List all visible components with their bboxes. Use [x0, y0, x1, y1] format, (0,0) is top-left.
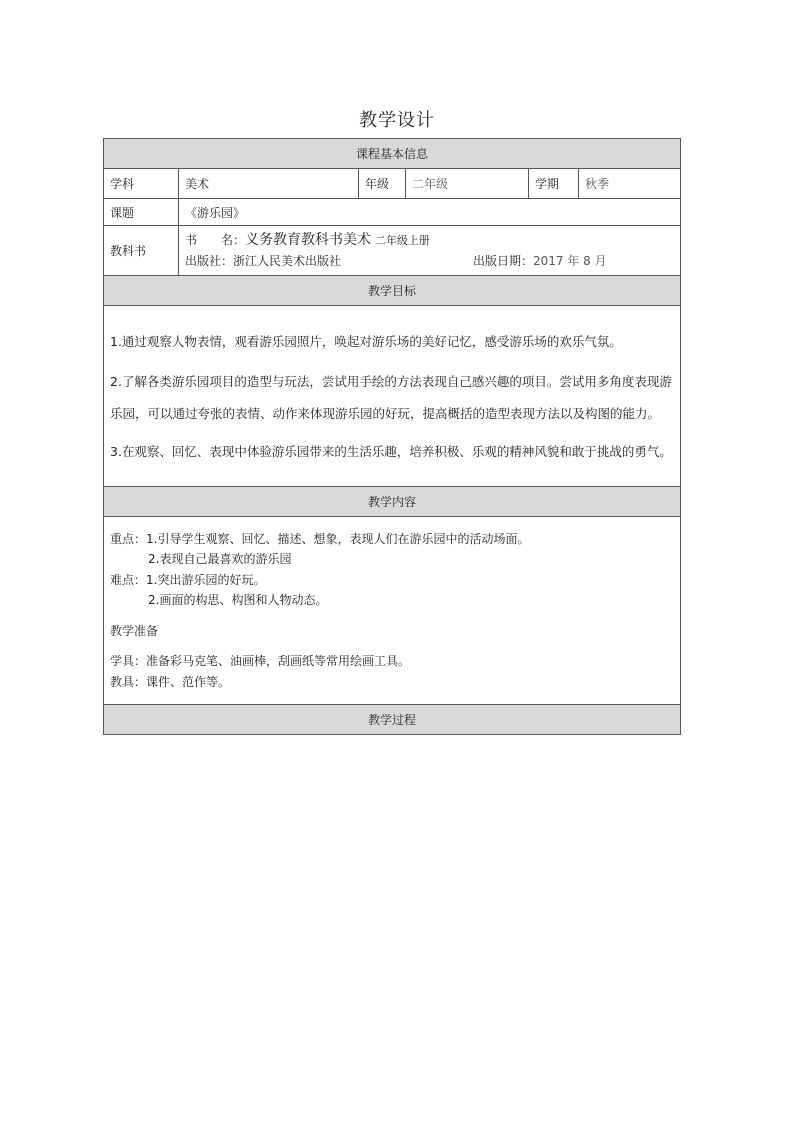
goal-item: 2.了解各类游乐园项目的造型与玩法，尝试用手绘的方法表现自己感兴趣的项目。尝试用多角度表现游乐园，可以通过夸张的表情、动作来体现游乐园的好玩，提高概括的造型表现方法以及构图的能力。 — [110, 374, 672, 421]
difficulty-2: 2.画面的构思、构图和人物动态。 — [148, 593, 328, 608]
document-title: 教学设计 — [359, 110, 435, 131]
textbook-label: 教科书 — [104, 226, 179, 276]
grade-label: 年级 — [359, 169, 406, 199]
lesson-plan-table — [103, 138, 681, 735]
content-header: 教学内容 — [104, 487, 681, 517]
goal-item: 3.在观察、回忆、表现中体验游乐园带来的生活乐趣，培养积极、乐观的精神风貌和敢于挑战的勇气。 — [110, 444, 672, 459]
difficulty-1: 难点：1.突出游乐园的好玩。 — [110, 572, 266, 587]
student-tools: 学具：准备彩马克笔、油画棒，刮画纸等常用绘画工具。 — [110, 654, 411, 669]
topic-label: 课题 — [104, 199, 179, 226]
textbook-info — [179, 226, 681, 276]
grade-value: 二年级 — [406, 169, 529, 199]
topic-value: 《游乐园》 — [179, 199, 681, 226]
pub-date-label: 出版日期： — [473, 254, 534, 268]
teacher-tools: 教具：课件、范作等。 — [110, 674, 231, 689]
term-label: 学期 — [529, 169, 579, 199]
book-name-line — [185, 230, 674, 251]
basic-info-header: 课程基本信息 — [104, 139, 681, 169]
subject-label: 学科 — [104, 169, 179, 199]
goal-item: 1.通过观察人物表情，观看游乐园照片，唤起对游乐场的美好记忆，感受游乐场的欢乐气氛。 — [110, 334, 622, 349]
subject-value: 美术 — [179, 169, 359, 199]
pub-date-value: 2017 年 8 月 — [533, 254, 607, 268]
prep-title: 教学准备 — [110, 623, 159, 638]
book-name-label: 书 名： — [185, 233, 246, 247]
content-body — [104, 517, 681, 705]
term-value: 秋季 — [579, 169, 681, 199]
goals-body — [104, 306, 681, 487]
publisher-value: 浙江人民美术出版社 — [233, 254, 342, 268]
key-point-1: 重点：1.引导学生观察、回忆、描述、想象，表现人们在游乐园中的活动场面。 — [110, 531, 530, 546]
book-name-grade: 二年级上册 — [374, 234, 430, 247]
goals-header: 教学目标 — [104, 276, 681, 306]
book-name-value: 义务教育教科书美术 — [245, 232, 372, 248]
publisher-line — [185, 251, 674, 271]
process-header: 教学过程 — [104, 705, 681, 735]
publisher-label: 出版社： — [185, 254, 234, 268]
key-point-2: 2.表现自己最喜欢的游乐园 — [148, 552, 292, 567]
